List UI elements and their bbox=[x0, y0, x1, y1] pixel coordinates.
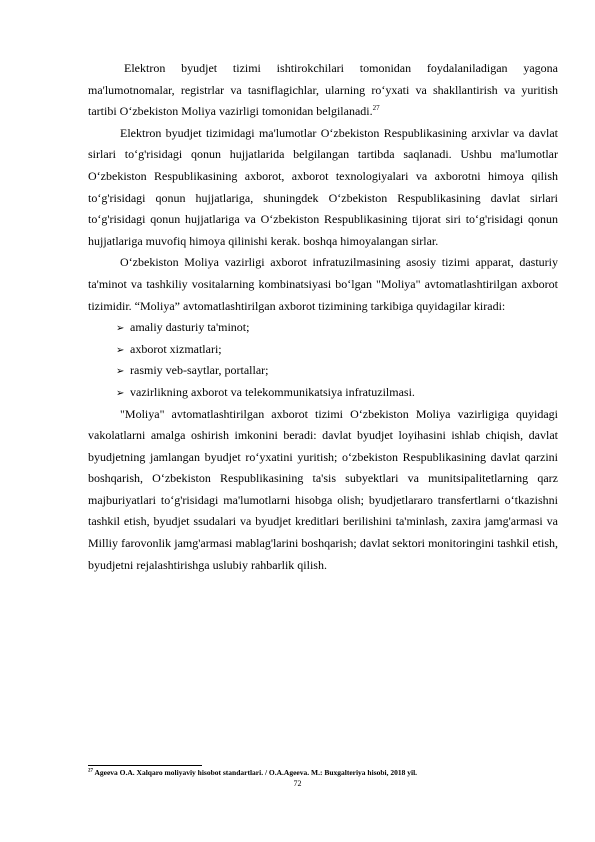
list-item-text: axborot xizmatlari; bbox=[130, 341, 222, 356]
arrow-bullet-icon: ➢ bbox=[116, 387, 125, 399]
list-item-text: amaliy dasturiy ta'minot; bbox=[130, 320, 250, 335]
paragraph-1-text: Elektron byudjet tizimi ishtirokchilari tomonidan foydalaniladigan yagona ma'lumotnomalar, registrlar va tasniflagichlar, ularning ro‘yxati va shakllantirish va yuritish tartibi O‘zbekiston Moliya vazirligi tomonidan belgilanadi. bbox=[88, 61, 558, 119]
footnote-divider bbox=[88, 765, 202, 766]
page-number: 72 bbox=[293, 779, 302, 788]
footnote-text: Ageeva O.A. Xalqaro moliyaviy hisobot standartlari. / O.A.Ageeva. M.: Buxgalteriya hisobi, 2018 yil. bbox=[94, 768, 418, 777]
list-item bbox=[116, 360, 558, 382]
list-item bbox=[116, 382, 558, 404]
paragraph-3: O‘zbekiston Moliya vazirligi axborot infratuzilmasining asosiy tizimi apparat, dasturiy ta'minot va tashkiliy vositalarning kombinatsiyasi bo‘lgan "Moliya" avtomatlashtirilgan axborot tizimidir. “Moliya” avtomatlashtirilgan axborot tizimining tarkibiga quyidagilar kiradi: bbox=[88, 255, 558, 313]
list-item-text: vazirlikning axborot va telekommunikatsiya infratuzilmasi. bbox=[130, 384, 415, 399]
paragraph-4: "Moliya" avtomatlashtirilgan axborot tizimi O‘zbekiston Moliya vazirligiga quyidagi vakolatlarni amalga oshirish imkonini beradi: davlat byudjet loyihasini ishlab chiqish, davlat byudjetning jamlangan byudjet ro‘yxatini yuritish; o‘zbekiston Respublikasining davlat qarzini boshqarish, O‘zbekiston Respublikasining ta'sis subyektlari va munitsipalitetlarning qarz majburiyatlari to‘g'risidagi ma'lumotlarni hisobga olish; byudjetlararo transfertlarni o‘tkazishni tashkil etish, byudjet ssudalari va byudjet kreditlari berilishini ta'minlash, zaxira jamg'armasi va Milliy farovonlik jamg'armasi mablag'larini boshqarish; davlat sektori monitoringini tashkil etish, byudjetni rejalashtirishga uslubiy rahbarlik qilish. bbox=[88, 406, 558, 572]
list-item-text: rasmiy veb-saytlar, portallar; bbox=[130, 363, 269, 378]
footnote-ref: 27 bbox=[372, 104, 380, 113]
paragraph-1 bbox=[88, 58, 558, 123]
arrow-bullet-icon: ➢ bbox=[116, 366, 125, 378]
body-text bbox=[88, 58, 558, 576]
paragraph-2: Elektron byudjet tizimidagi ma'lumotlar O‘zbekiston Respublikasining arxivlar va davlat sirlari to‘g'risidagi qonun hujjatlarida belgilangan tartibda saqlanadi. Ushbu ma'lumotlar O‘zbekiston Respublikasining axborot, axborot texnologiyalari va axborotni himoya qilish to‘g'risidagi qonun hujjatlariga, shuningdek O‘zbekiston Respublikasining davlat sirlari to‘g'risidagi qonun hujjatlariga va O‘zbekiston Respublikasining tijorat siri to‘g'risidagi qonun hujjatlariga muvofiq himoya qilinishi kerak. boshqa himoyalangan sirlar. bbox=[88, 125, 558, 248]
arrow-bullet-icon: ➢ bbox=[116, 323, 125, 335]
arrow-bullet-icon: ➢ bbox=[116, 344, 125, 356]
bullet-list bbox=[88, 317, 558, 403]
list-item bbox=[116, 317, 558, 339]
list-item bbox=[116, 339, 558, 361]
footnote-number: 27 bbox=[88, 768, 93, 774]
footnote bbox=[88, 768, 558, 778]
